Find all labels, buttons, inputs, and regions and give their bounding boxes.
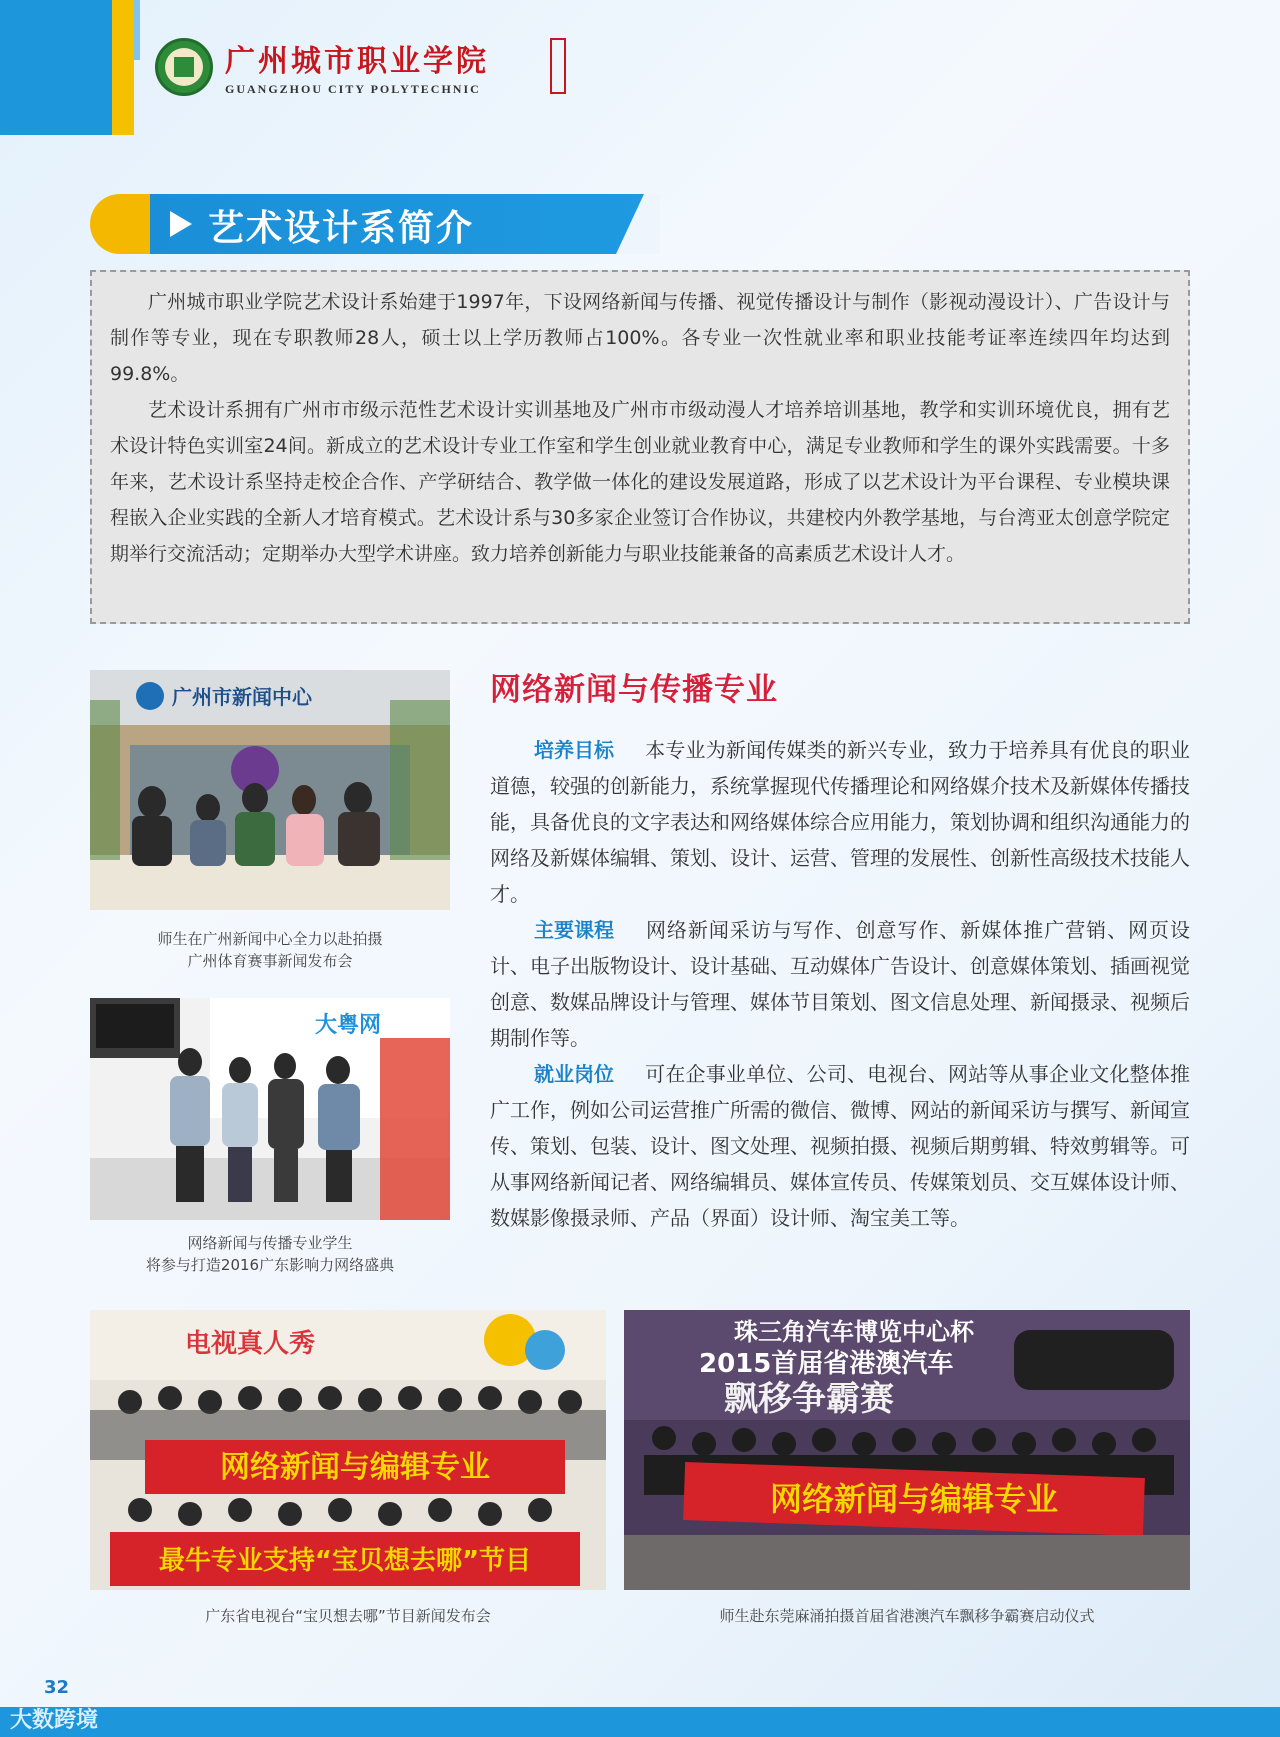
photo2-caption-line2: 将参与打造2016广东影响力网络盛典: [145, 1256, 395, 1274]
goal-paragraph: [490, 732, 1190, 912]
watermark: 大数跨境: [10, 1708, 99, 1733]
goal-text: 本专业为新闻传媒类的新兴专业，致力于培养具有优良的职业道德，较强的创新能力，系统掌握现代传播理论和网络媒介技术及新媒体传播技能，具备优良的文字表达和网络媒体综合应用能力，策划协调和组织沟通能力的网络及新媒体编辑、策划、设计、运营、管理的发展性、创新性高级技术技能人才。: [490, 738, 1190, 906]
course-label: 主要课程: [534, 918, 614, 942]
photo3-banner2: 最牛专业支持“宝贝想去哪”节目: [158, 1546, 532, 1576]
corner-stripe: [112, 0, 134, 135]
corner-stripe-light: [134, 0, 140, 60]
footer-bar: [0, 1707, 1280, 1737]
play-arrow-icon: [170, 211, 192, 237]
photo4-caption: 师生赴东莞麻涌拍摄首届省港澳汽车飘移争霸赛启动仪式: [719, 1607, 1095, 1625]
course-paragraph: [490, 912, 1190, 1056]
job-text: 可在企事业单位、公司、电视台、网站等从事企业文化整体推广工作，例如公司运营推广所需的微信、微博、网站的新闻采访与撰写、新闻宣传、策划、包装、设计、图文处理、视频拍摄、视频后期剪辑、特效剪辑等。可从事网络新闻记者、网络编辑员、媒体宣传员、传媒策划员、交互媒体设计师、数媒影像摄录师、产品（界面）设计师、淘宝美工等。: [490, 1062, 1190, 1230]
photo3-caption: 广东省电视台“宝贝想去哪”节目新闻发布会: [205, 1607, 491, 1625]
photo-dayue-net: [90, 998, 450, 1220]
photo1-caption: [90, 928, 450, 972]
school-name-en: GUANGZHOU CITY POLYTECHNIC: [225, 82, 481, 96]
photo4-backdrop3: 飘移争霸赛: [724, 1379, 894, 1419]
photo3-backdrop: 电视真人秀: [185, 1329, 316, 1359]
course-text: 网络新闻采访与写作、创意写作、新媒体推广营销、网页设计、电子出版物设计、设计基础、互动媒体广告设计、创意媒体策划、插画视觉创意、数媒品牌设计与管理、媒体节目策划、图文信息处理、新闻摄录、视频后期制作等。: [490, 918, 1190, 1050]
intro-box: [90, 270, 1190, 624]
photo4-banner: 网络新闻与编辑专业: [769, 1480, 1059, 1518]
photo3-banner1: 网络新闻与编辑专业: [220, 1450, 490, 1485]
school-logo: [155, 36, 489, 97]
photo-drift-race-launch: [624, 1310, 1190, 1590]
school-seal-icon: [155, 38, 213, 96]
intro-paragraph-2: 艺术设计系拥有广州市市级示范性艺术设计实训基地及广州市市级动漫人才培养培训基地，教学和实训环境优良，拥有艺术设计特色实训室24间。新成立的艺术设计专业工作室和学生创业就业教育中心，满足专业教师和学生的课外实践需要。十多年来，艺术设计系坚持走校企合作、产学研结合、教学做一体化的建设发展道路，形成了以艺术设计为平台课程、专业模块课程嵌入企业实践的全新人才培育模式。艺术设计系与30多家企业签订合作协议，共建校内外教学基地，与台湾亚太创意学院定期举行交流活动；定期举办大型学术讲座。致力培养创新能力与职业技能兼备的高素质艺术设计人才。: [110, 399, 1170, 565]
job-paragraph: [490, 1056, 1190, 1236]
photo2-sign: 大粤网: [315, 1013, 382, 1038]
photo2-caption: [90, 1232, 450, 1276]
corner-decoration: [0, 0, 112, 135]
photo-news-center: [90, 670, 450, 910]
page-number: 32: [44, 1677, 70, 1698]
job-label: 就业岗位: [534, 1062, 614, 1086]
photo-tv-press-event: [90, 1310, 606, 1590]
red-stamp-icon: [550, 38, 566, 94]
photo2-caption-line1: 网络新闻与传播专业学生: [187, 1234, 353, 1252]
photo4-backdrop1: 珠三角汽车博览中心杯: [734, 1318, 974, 1346]
major-description: [490, 732, 1190, 1236]
goal-label: 培养目标: [534, 738, 614, 762]
major-title: 网络新闻与传播专业: [490, 672, 778, 708]
intro-paragraph-1: 广州城市职业学院艺术设计系始建于1997年，下设网络新闻与传播、视觉传播设计与制作（影视动漫设计）、广告设计与制作等专业，现在专职教师28人，硕士以上学历教师占100%。各专业一次性就业率和职业技能考证率连续四年均达到99.8%。: [110, 291, 1170, 385]
photo1-sign: 广州市新闻中心: [172, 685, 312, 709]
page-title: 艺术设计系简介: [208, 208, 475, 249]
school-name-cn: 广州城市职业学院: [225, 44, 489, 79]
page-title-banner: [90, 194, 660, 254]
photo1-caption-line2: 广州体育赛事新闻发布会: [187, 952, 353, 970]
photo1-caption-line1: 师生在广州新闻中心全力以赴拍摄: [157, 930, 383, 948]
photo4-backdrop2: 2015首届省港澳汽车: [699, 1349, 954, 1379]
